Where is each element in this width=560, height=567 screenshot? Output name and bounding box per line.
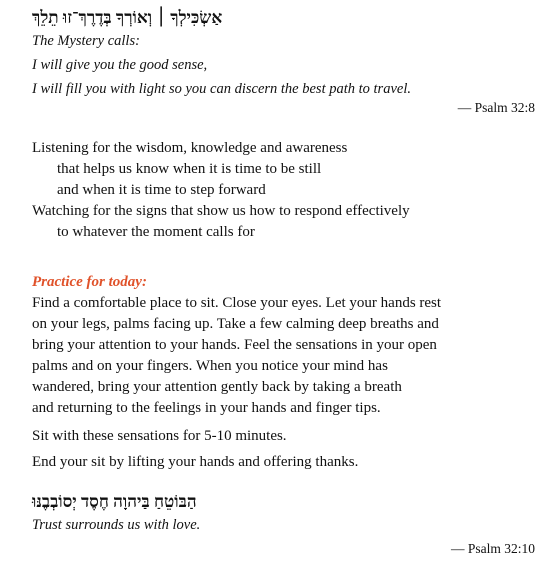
reflection-line-4: Watching for the signs that show us how to respond effectively [32, 203, 410, 219]
practice-heading: Practice for today: [32, 274, 147, 290]
hebrew-verse-2: הַבּוֹטֵחַ בַּיהוָה חֶסֶד יְסוֹבְבֶנּוּ [32, 492, 197, 511]
practice-line-1: Find a comfortable place to sit. Close your eyes. Let your hands rest [32, 295, 442, 311]
verse2-citation: — Psalm 32:10 [450, 541, 535, 556]
verse1-line-3: I will fill you with light so you can discern the best path to travel. [32, 81, 411, 97]
verse2-line: Trust surrounds us with love. [32, 517, 201, 533]
reflection-line-5: to whatever the moment calls for [57, 224, 255, 240]
practice-end-text: End your sit by lifting your hands and offering thanks. [32, 454, 359, 470]
hebrew-verse-1: אַשְׂכִּילְךָ ׀ וְאוֹרְךָ בְּדֶרֶךְ־זוּ תֵלֵךְ [32, 8, 223, 27]
reflection-line-1: Listening for the wisdom, knowledge and awareness [32, 140, 348, 156]
verse1-line-2: I will give you the good sense, [32, 57, 208, 73]
practice-paragraph [32, 293, 537, 419]
reflection-line-2: that helps us know when it is time to be still [57, 161, 322, 177]
verse1-citation: — Psalm 32:8 [457, 100, 535, 115]
practice-line-4: palms and on your fingers. When you notice your mind has [32, 358, 388, 374]
reflection-line-3: and when it is time to step forward [57, 182, 266, 198]
practice-line-2: on your legs, palms facing up. Take a few calming deep breaths and [32, 316, 439, 332]
practice-sit-text: Sit with these sensations for 5-10 minutes. [32, 428, 287, 444]
practice-line-6: and returning to the feelings in your hands and finger tips. [32, 400, 381, 416]
practice-line-5: wandered, bring your attention gently back by taking a breath [32, 379, 402, 395]
verse1-line-1: The Mystery calls: [32, 33, 140, 49]
practice-line-3: bring your attention to your hands. Feel the sensations in your open [32, 337, 437, 353]
